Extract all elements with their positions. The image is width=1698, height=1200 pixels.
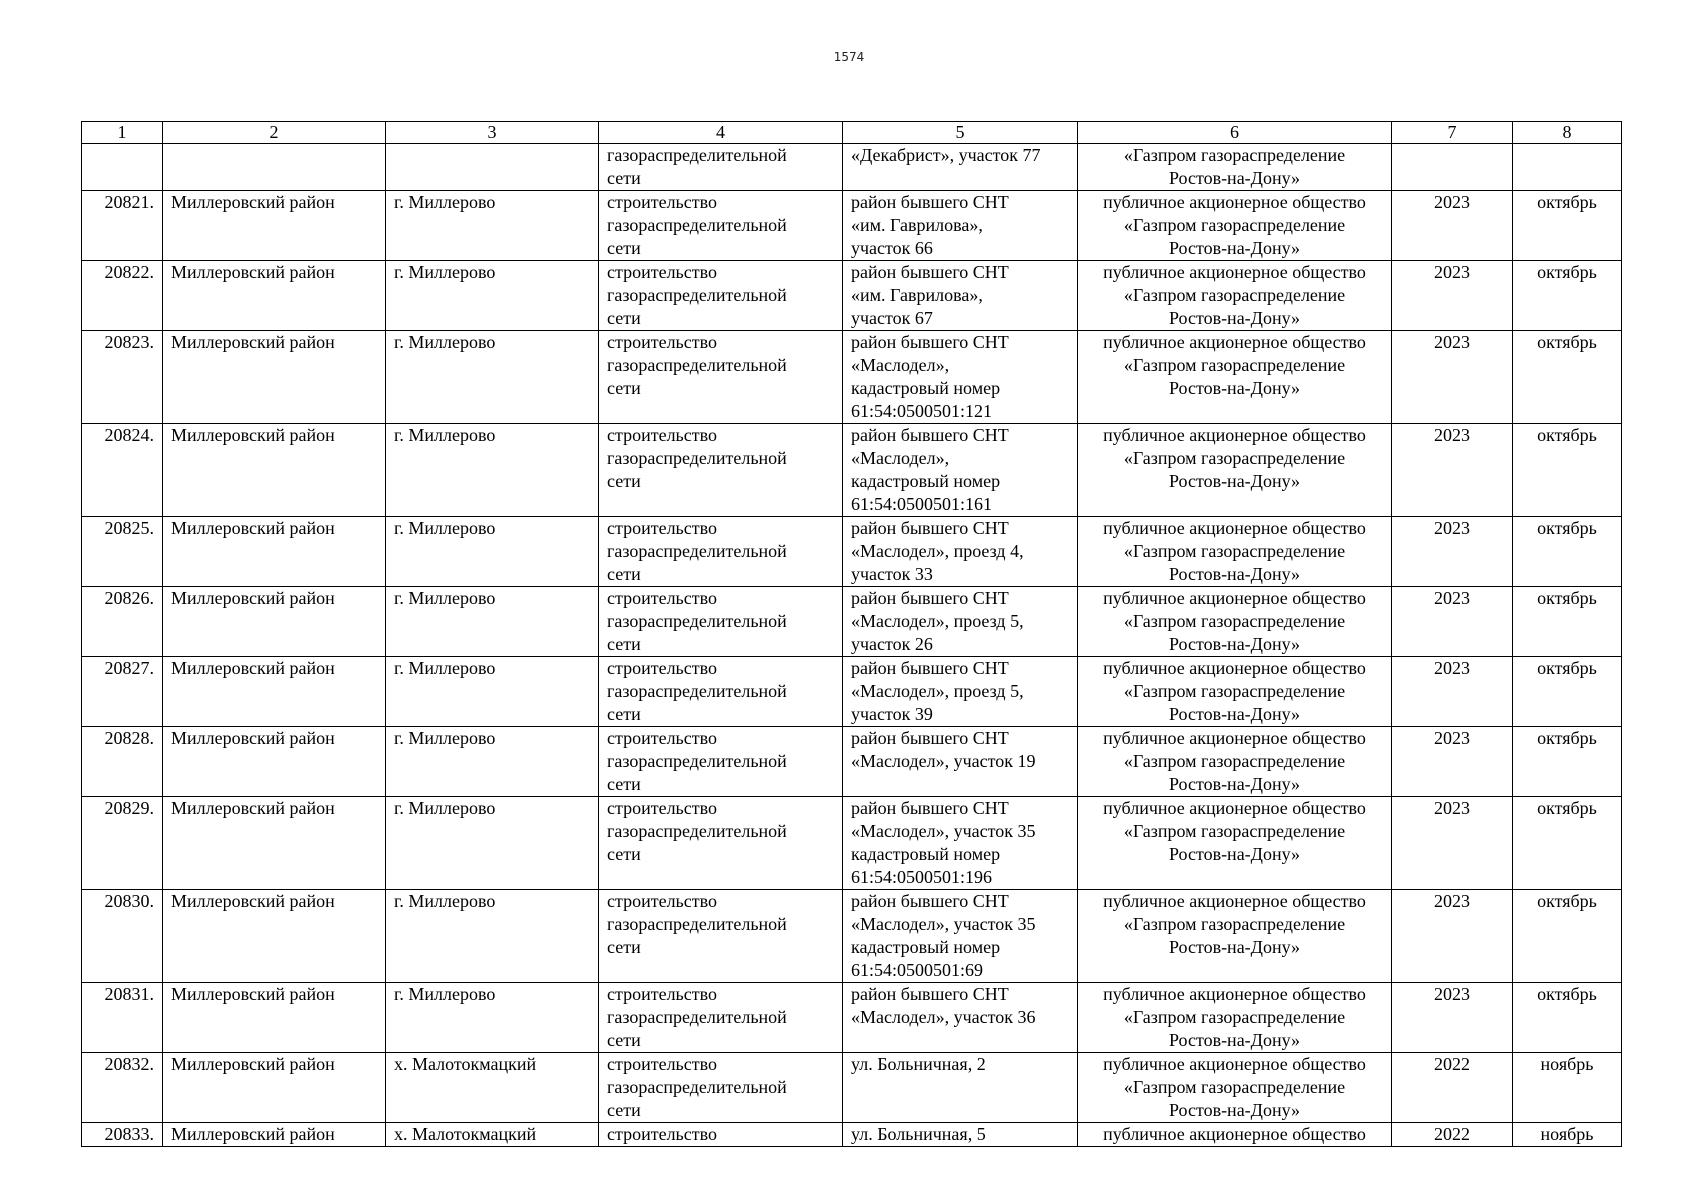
table-row: [82, 1053, 1622, 1123]
cell-month: октябрь: [1513, 657, 1622, 727]
table-row: [82, 890, 1622, 983]
cell-address: район бывшего СНТ «Маслодел», проезд 5, участок 39: [843, 657, 1078, 727]
cell-district: Миллеровский район: [163, 727, 386, 797]
cell-month: октябрь: [1513, 191, 1622, 261]
cell-year: 2023: [1392, 261, 1513, 331]
cell-organization: публичное акционерное общество «Газпром газораспределение Ростов-на-Дону»: [1078, 587, 1392, 657]
cell-object: строительство: [599, 1123, 843, 1147]
cell-organization: публичное акционерное общество «Газпром газораспределение Ростов-на-Дону»: [1078, 890, 1392, 983]
cell-month: октябрь: [1513, 331, 1622, 424]
cell-object: строительство газораспределительной сети: [599, 191, 843, 261]
cell-settlement: г. Миллерово: [386, 657, 599, 727]
cell-settlement: г. Миллерово: [386, 424, 599, 517]
cell-year: 2023: [1392, 517, 1513, 587]
cell-district: Миллеровский район: [163, 1123, 386, 1147]
cell-entry-number: 20829.: [82, 797, 163, 890]
cell-year: 2023: [1392, 331, 1513, 424]
cell-entry-number: 20831.: [82, 983, 163, 1053]
cell-month: октябрь: [1513, 424, 1622, 517]
cell-month: октябрь: [1513, 727, 1622, 797]
table-row: [82, 587, 1622, 657]
cell-district: Миллеровский район: [163, 517, 386, 587]
cell-address: район бывшего СНТ «Маслодел», проезд 4, участок 33: [843, 517, 1078, 587]
table-row: [82, 1123, 1622, 1147]
cell-address: район бывшего СНТ «Маслодел», участок 35 кадастровый номер 61:54:0500501:196: [843, 797, 1078, 890]
cell-organization: публичное акционерное общество «Газпром газораспределение Ростов-на-Дону»: [1078, 331, 1392, 424]
table-row: [82, 727, 1622, 797]
cell-year: 2023: [1392, 727, 1513, 797]
cell-settlement: г. Миллерово: [386, 797, 599, 890]
cell-entry-number: 20823.: [82, 331, 163, 424]
cell-settlement: х. Малотокмацкий: [386, 1053, 599, 1123]
cell-year: 2023: [1392, 890, 1513, 983]
cell-month: октябрь: [1513, 890, 1622, 983]
cell-settlement: г. Миллерово: [386, 191, 599, 261]
cell-month: октябрь: [1513, 797, 1622, 890]
cell-object: строительство газораспределительной сети: [599, 424, 843, 517]
header-cell-5: 5: [843, 122, 1078, 144]
cell-object: строительство газораспределительной сети: [599, 727, 843, 797]
cell-district: Миллеровский район: [163, 191, 386, 261]
cell-year: [1392, 144, 1513, 191]
cell-settlement: г. Миллерово: [386, 727, 599, 797]
cell-settlement: х. Малотокмацкий: [386, 1123, 599, 1147]
cell-entry-number: 20830.: [82, 890, 163, 983]
cell-year: 2023: [1392, 191, 1513, 261]
cell-address: район бывшего СНТ «Маслодел», кадастровый номер 61:54:0500501:121: [843, 331, 1078, 424]
table-row: [82, 191, 1622, 261]
header-cell-6: 6: [1078, 122, 1392, 144]
cell-year: 2023: [1392, 587, 1513, 657]
cell-organization: публичное акционерное общество «Газпром газораспределение Ростов-на-Дону»: [1078, 657, 1392, 727]
cell-object: строительство газораспределительной сети: [599, 983, 843, 1053]
header-cell-2: 2: [163, 122, 386, 144]
header-cell-4: 4: [599, 122, 843, 144]
cell-organization: публичное акционерное общество «Газпром газораспределение Ростов-на-Дону»: [1078, 983, 1392, 1053]
table-row: [82, 517, 1622, 587]
cell-address: ул. Больничная, 5: [843, 1123, 1078, 1147]
cell-district: Миллеровский район: [163, 890, 386, 983]
cell-settlement: г. Миллерово: [386, 890, 599, 983]
cell-month: октябрь: [1513, 261, 1622, 331]
cell-object: газораспределительной сети: [599, 144, 843, 191]
cell-entry-number: 20825.: [82, 517, 163, 587]
cell-year: 2023: [1392, 657, 1513, 727]
page-number: 1574: [833, 50, 865, 64]
cell-year: 2022: [1392, 1123, 1513, 1147]
cell-year: 2022: [1392, 1053, 1513, 1123]
cell-year: 2023: [1392, 424, 1513, 517]
table-row: [82, 657, 1622, 727]
cell-district: Миллеровский район: [163, 331, 386, 424]
table-row: [82, 797, 1622, 890]
cell-object: строительство газораспределительной сети: [599, 1053, 843, 1123]
cell-address: район бывшего СНТ «Маслодел», участок 19: [843, 727, 1078, 797]
cell-district: Миллеровский район: [163, 1053, 386, 1123]
cell-address: ул. Больничная, 2: [843, 1053, 1078, 1123]
cell-entry-number: 20832.: [82, 1053, 163, 1123]
header-cell-8: 8: [1513, 122, 1622, 144]
cell-entry-number: 20821.: [82, 191, 163, 261]
table-row: [82, 261, 1622, 331]
cell-entry-number: 20827.: [82, 657, 163, 727]
cell-month: ноябрь: [1513, 1123, 1622, 1147]
cell-address: район бывшего СНТ «им. Гаврилова», участок 66: [843, 191, 1078, 261]
cell-address: «Декабрист», участок 77: [843, 144, 1078, 191]
cell-object: строительство газораспределительной сети: [599, 890, 843, 983]
cell-object: строительство газораспределительной сети: [599, 331, 843, 424]
cell-organization: публичное акционерное общество «Газпром газораспределение Ростов-на-Дону»: [1078, 517, 1392, 587]
cell-district: Миллеровский район: [163, 424, 386, 517]
cell-district: Миллеровский район: [163, 261, 386, 331]
cell-settlement: г. Миллерово: [386, 587, 599, 657]
cell-address: район бывшего СНТ «Маслодел», участок 36: [843, 983, 1078, 1053]
cell-entry-number: 20833.: [82, 1123, 163, 1147]
cell-settlement: [386, 144, 599, 191]
cell-object: строительство газораспределительной сети: [599, 587, 843, 657]
cell-organization: публичное акционерное общество «Газпром газораспределение Ростов-на-Дону»: [1078, 424, 1392, 517]
header-cell-1: 1: [82, 122, 163, 144]
cell-organization: публичное акционерное общество «Газпром газораспределение Ростов-на-Дону»: [1078, 191, 1392, 261]
cell-settlement: г. Миллерово: [386, 331, 599, 424]
table-row: [82, 331, 1622, 424]
cell-entry-number: 20822.: [82, 261, 163, 331]
cell-object: строительство газораспределительной сети: [599, 797, 843, 890]
cell-organization: публичное акционерное общество: [1078, 1123, 1392, 1147]
cell-organization: «Газпром газораспределение Ростов-на-Дону»: [1078, 144, 1392, 191]
cell-object: строительство газораспределительной сети: [599, 261, 843, 331]
cell-organization: публичное акционерное общество «Газпром газораспределение Ростов-на-Дону»: [1078, 261, 1392, 331]
cell-organization: публичное акционерное общество «Газпром газораспределение Ростов-на-Дону»: [1078, 797, 1392, 890]
cell-address: район бывшего СНТ «Маслодел», участок 35 кадастровый номер 61:54:0500501:69: [843, 890, 1078, 983]
cell-year: 2023: [1392, 797, 1513, 890]
cell-address: район бывшего СНТ «им. Гаврилова», участок 67: [843, 261, 1078, 331]
cell-entry-number: 20828.: [82, 727, 163, 797]
cell-entry-number: [82, 144, 163, 191]
cell-entry-number: 20824.: [82, 424, 163, 517]
cell-month: [1513, 144, 1622, 191]
cell-month: октябрь: [1513, 517, 1622, 587]
cell-district: [163, 144, 386, 191]
cell-year: 2023: [1392, 983, 1513, 1053]
cell-district: Миллеровский район: [163, 797, 386, 890]
header-row: [82, 122, 1622, 144]
cell-month: октябрь: [1513, 587, 1622, 657]
cell-organization: публичное акционерное общество «Газпром газораспределение Ростов-на-Дону»: [1078, 727, 1392, 797]
cell-object: строительство газораспределительной сети: [599, 657, 843, 727]
cell-settlement: г. Миллерово: [386, 261, 599, 331]
registry-table: [81, 121, 1622, 1147]
table-row: [82, 144, 1622, 191]
cell-address: район бывшего СНТ «Маслодел», кадастровый номер 61:54:0500501:161: [843, 424, 1078, 517]
cell-district: Миллеровский район: [163, 657, 386, 727]
cell-address: район бывшего СНТ «Маслодел», проезд 5, участок 26: [843, 587, 1078, 657]
table-row: [82, 424, 1622, 517]
cell-settlement: г. Миллерово: [386, 517, 599, 587]
header-cell-7: 7: [1392, 122, 1513, 144]
cell-object: строительство газораспределительной сети: [599, 517, 843, 587]
cell-organization: публичное акционерное общество «Газпром газораспределение Ростов-на-Дону»: [1078, 1053, 1392, 1123]
cell-district: Миллеровский район: [163, 983, 386, 1053]
header-cell-3: 3: [386, 122, 599, 144]
table-row: [82, 983, 1622, 1053]
cell-month: ноябрь: [1513, 1053, 1622, 1123]
cell-district: Миллеровский район: [163, 587, 386, 657]
cell-settlement: г. Миллерово: [386, 983, 599, 1053]
cell-month: октябрь: [1513, 983, 1622, 1053]
cell-entry-number: 20826.: [82, 587, 163, 657]
